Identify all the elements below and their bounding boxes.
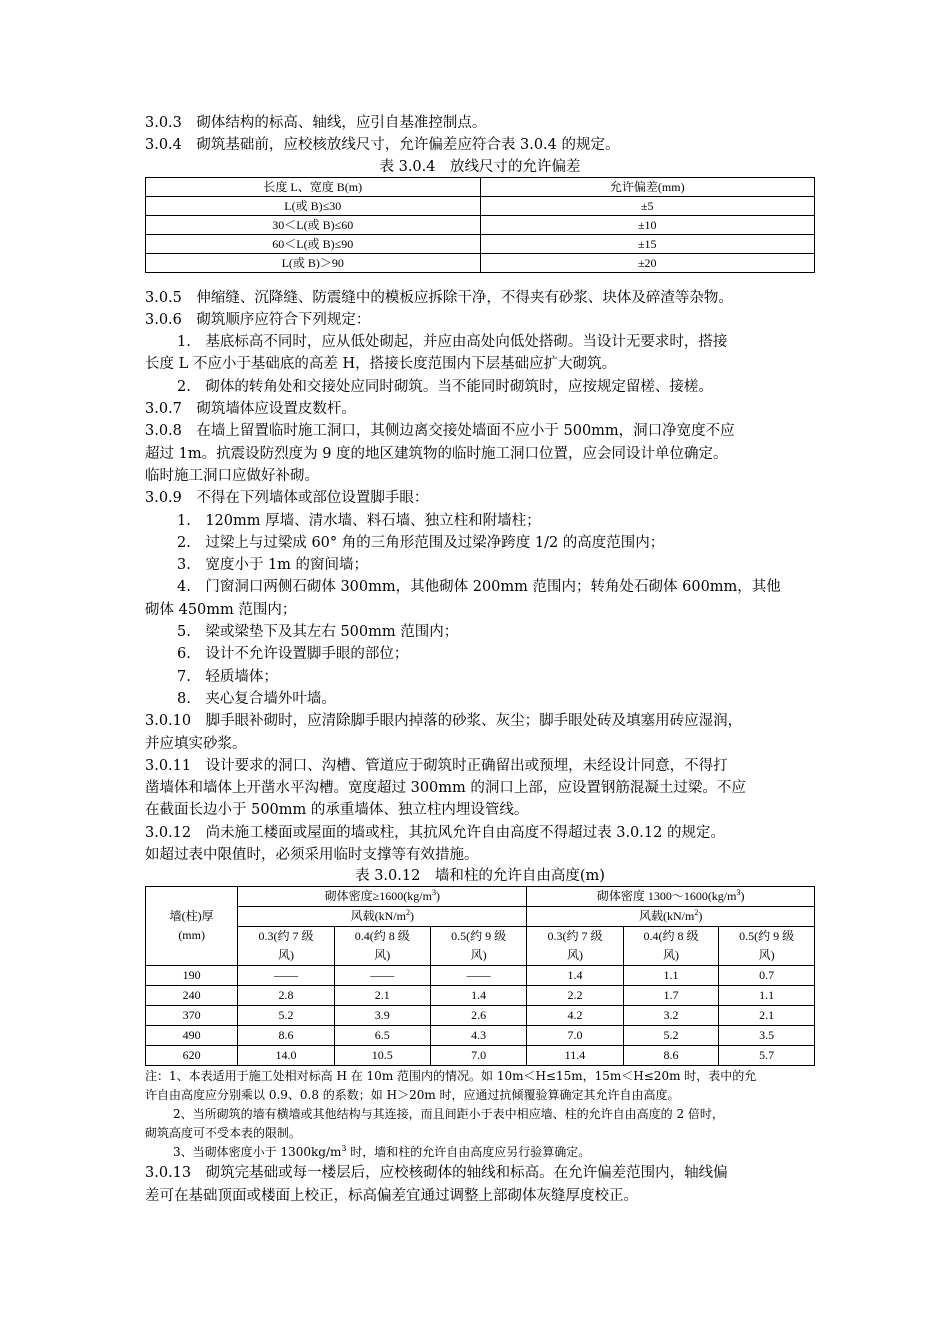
note-line: 注：1、本表适用于施工处相对标高 H 在 10m 范围内的情况。如 10m＜H≤15m，15m＜H≤20m 时，表中的允	[145, 1069, 757, 1084]
paragraph-line: 并应填实砂浆。	[145, 735, 247, 752]
thickness-cell: 190	[146, 966, 238, 986]
paragraph-line: 2. 过梁上与过梁成 60° 角的三角形范围及过梁净跨度 1/2 的高度范围内；	[177, 534, 665, 551]
paragraph-line: 临时施工洞口应做好补砌。	[145, 467, 319, 484]
height-cell: 2.6	[430, 1006, 526, 1026]
wind-level-line1: 0.3(约 7 级	[258, 929, 314, 944]
table-header-row	[146, 887, 815, 907]
wind-level-line2: 风)	[470, 948, 487, 963]
wind-load-label: 风载(kN/m	[350, 909, 406, 924]
wind-level-line2: 风)	[277, 948, 294, 963]
wind-level-line1: 0.3(约 7 级	[547, 929, 603, 944]
wind-level-line2: 风)	[566, 948, 583, 963]
height-cell: 3.2	[623, 1006, 719, 1026]
paragraph-line: 3.0.6 砌筑顺序应符合下列规定：	[145, 311, 371, 328]
wind-level-line1: 0.4(约 8 级	[354, 929, 410, 944]
paragraph-line: 6. 设计不允许设置脚手眼的部位；	[177, 646, 409, 663]
clauses-body	[145, 287, 815, 867]
height-cell: 3.9	[334, 1006, 430, 1026]
height-cell: 3.5	[719, 1026, 815, 1046]
superscript: 2	[694, 908, 699, 918]
paragraph-line: 3. 宽度小于 1m 的窗间墙；	[177, 557, 369, 574]
superscript: 3	[736, 888, 741, 898]
note-3-prefix: 3、当砌体密度小于 1300kg/m	[173, 1145, 342, 1160]
table-cell: ±10	[480, 215, 815, 234]
clause-3-0-3: 3.0.3 砌体结构的标高、轴线，应引自基准控制点。	[145, 115, 487, 131]
paragraph-line: 7. 轻质墙体；	[177, 668, 278, 685]
height-cell: 0.7	[719, 966, 815, 986]
wind-level-header	[527, 927, 623, 966]
free-height-table-body	[146, 966, 815, 1066]
note-3-suffix: 时，墙和柱的允许自由高度应另行验算确定。	[346, 1145, 591, 1160]
wind-level-header	[238, 927, 334, 966]
table-cell: ±20	[480, 253, 815, 272]
height-cell: ——	[334, 966, 430, 986]
density-group-label: 砌体密度≥1600(kg/m	[324, 889, 432, 904]
paragraph-line: 超过 1m。抗震设防烈度为 9 度的地区建筑物的临时施工洞口位置，应会同设计单位确定。	[145, 445, 728, 462]
paren: )	[698, 909, 703, 924]
paragraph-line: 3.0.9 不得在下列墙体或部位设置脚手眼：	[145, 490, 429, 507]
height-cell: 7.0	[527, 1026, 623, 1046]
note-line: 2、当所砌筑的墙有横墙或其他结构与其连接，而且间距小于表中相应墙、柱的允许自由高度的 2 倍时，	[173, 1107, 724, 1122]
height-cell: 8.6	[623, 1046, 719, 1066]
paragraph-line: 砌体 450mm 范围内；	[145, 601, 297, 618]
height-cell: 2.2	[527, 986, 623, 1006]
table-row	[146, 234, 815, 253]
table-row	[146, 253, 815, 272]
table-row	[146, 986, 815, 1006]
wind-load-label: 风载(kN/m	[638, 909, 695, 924]
table-row	[146, 1026, 815, 1046]
wind-level-header	[719, 927, 815, 966]
table-row	[146, 1046, 815, 1066]
paragraph-line: 在截面长边小于 500mm 的承重墙体、独立柱内埋设管线。	[145, 802, 529, 819]
paragraph-line: 5. 梁或梁垫下及其左右 500mm 范围内；	[177, 624, 459, 641]
clause-3-0-13-line1: 3.0.13 砌筑完基础或每一楼层后，应校核砌体的轴线和标高。在允许偏差范围内，轴线偏	[145, 1165, 728, 1182]
height-cell: 5.7	[719, 1046, 815, 1066]
paragraph-line: 如超过表中限值时，必须采用临时支撑等有效措施。	[145, 847, 479, 864]
thickness-header	[146, 887, 238, 966]
height-cell: 1.1	[719, 986, 815, 1006]
wind-level-header	[623, 927, 719, 966]
paragraph-line: 2. 砌体的转角处和交接处应同时砌筑。当不能同时砌筑时，应按规定留槎、接槎。	[177, 378, 713, 395]
paragraph-line: 8. 夹心复合墙外叶墙。	[177, 690, 336, 707]
paragraph-line: 3.0.12 尚未施工楼面或屋面的墙或柱，其抗风允许自由高度不得超过表 3.0.12 的规定。	[145, 824, 725, 841]
height-cell: 2.1	[719, 1006, 815, 1026]
column-header: 允许偏差(mm)	[480, 177, 815, 196]
wind-load-header	[527, 907, 815, 927]
height-cell: ——	[430, 966, 526, 986]
paragraph-line: 凿墙体和墙体上开凿水平沟槽。宽度超过 300mm 的洞口上部，应设置钢筋混凝土过梁。不应	[145, 780, 746, 797]
paren: )	[740, 889, 745, 904]
table-notes	[145, 1067, 815, 1162]
height-cell: 5.2	[623, 1026, 719, 1046]
height-cell: 2.1	[334, 986, 430, 1006]
table-row	[146, 966, 815, 986]
wind-level-line2: 风)	[662, 948, 679, 963]
thickness-header-line2: (mm)	[178, 928, 205, 943]
free-height-table	[145, 886, 815, 1066]
table-cell: L(或 B)＞90	[146, 253, 481, 272]
superscript: 3	[431, 888, 436, 898]
wind-level-header	[334, 927, 430, 966]
height-cell: 4.3	[430, 1026, 526, 1046]
table-row	[146, 215, 815, 234]
wind-level-line1: 0.5(约 9 级	[451, 929, 507, 944]
height-cell: 5.2	[238, 1006, 334, 1026]
table1-caption: 表 3.0.4 放线尺寸的允许偏差	[379, 158, 581, 175]
thickness-cell: 620	[146, 1046, 238, 1066]
height-cell: 8.6	[238, 1026, 334, 1046]
density-group-mid	[527, 887, 815, 907]
wind-load-header	[238, 907, 527, 927]
table-cell: L(或 B)≤30	[146, 196, 481, 215]
height-cell: 14.0	[238, 1046, 334, 1066]
paragraph-line: 4. 门窗洞口两侧石砌体 300mm，其他砌体 200mm 范围内；转角处石砌体 600mm，其他	[177, 579, 781, 596]
table-cell: ±5	[480, 196, 815, 215]
height-cell: ——	[238, 966, 334, 986]
height-cell: 1.7	[623, 986, 719, 1006]
paragraph-line: 3.0.7 砌筑墙体应设置皮数杆。	[145, 401, 356, 418]
height-cell: 2.8	[238, 986, 334, 1006]
table-header-row	[146, 177, 815, 196]
table2-caption: 表 3.0.12 墙和柱的允许自由高度(m)	[355, 868, 605, 885]
wind-level-line1: 0.5(约 9 级	[739, 929, 795, 944]
height-cell: 1.1	[623, 966, 719, 986]
note-line-3	[145, 1143, 815, 1162]
table-header-row	[146, 907, 815, 927]
wind-level-header	[430, 927, 526, 966]
paren: )	[409, 909, 414, 924]
height-cell: 6.5	[334, 1026, 430, 1046]
table-row	[146, 196, 815, 215]
paragraph-line: 3.0.10 脚手眼补砌时，应清除脚手眼内掉落的砂浆、灰尘；脚手眼处砖及填塞用砖应湿润，	[145, 713, 743, 730]
table-cell: 60＜L(或 B)≤90	[146, 234, 481, 253]
superscript: 2	[405, 908, 410, 918]
document-page	[145, 112, 815, 1207]
thickness-cell: 370	[146, 1006, 238, 1026]
wind-level-line2: 风)	[374, 948, 391, 963]
height-cell: 4.2	[527, 1006, 623, 1026]
note-line: 砌筑高度可不受本表的限制。	[145, 1126, 302, 1141]
paragraph-line: 1. 基底标高不同时，应从低处砌起，并应由高处向低处搭砌。当设计无要求时，搭接	[177, 334, 728, 351]
height-cell: 1.4	[430, 986, 526, 1006]
table-cell: 30＜L(或 B)≤60	[146, 215, 481, 234]
thickness-header-line1: 墙(柱)厚	[169, 909, 214, 924]
wind-level-line1: 0.4(约 8 级	[643, 929, 699, 944]
superscript: 3	[341, 1144, 347, 1154]
paren: )	[435, 889, 440, 904]
height-cell: 7.0	[430, 1046, 526, 1066]
paragraph-line: 长度 L 不应小于基础底的高差 H，搭接长度范围内下层基础应扩大砌筑。	[145, 356, 617, 373]
paragraph-line: 3.0.5 伸缩缝、沉降缝、防震缝中的模板应拆除干净，不得夹有砂浆、块体及碎渣等杂物。	[145, 289, 733, 306]
paragraph-line: 1. 120mm 厚墙、清水墙、料石墙、独立柱和附墙柱；	[177, 512, 541, 529]
thickness-cell: 490	[146, 1026, 238, 1046]
density-group-label: 砌体密度 1300～1600(kg/m	[596, 889, 737, 904]
height-cell: 11.4	[527, 1046, 623, 1066]
height-cell: 1.4	[527, 966, 623, 986]
paragraph-line: 3.0.11 设计要求的洞口、沟槽、管道应于砌筑时正确留出或预埋，未经设计同意，不得打	[145, 757, 728, 774]
table-row	[146, 1006, 815, 1026]
table-header-row	[146, 927, 815, 966]
density-group-high	[238, 887, 527, 907]
column-header: 长度 L、宽度 B(m)	[146, 177, 481, 196]
clause-3-0-13-line2: 差可在基础顶面或楼面上校正，标高偏差宜通过调整上部砌体灰缝厚度校正。	[145, 1187, 638, 1204]
clause-3-0-4: 3.0.4 砌筑基础前，应校核放线尺寸，允许偏差应符合表 3.0.4 的规定。	[145, 137, 620, 154]
wind-level-line2: 风)	[758, 948, 775, 963]
height-cell: 10.5	[334, 1046, 430, 1066]
paragraph-line: 3.0.8 在墙上留置临时施工洞口，其侧边离交接处墙面不应小于 500mm，洞口净宽度不应	[145, 423, 735, 440]
layout-tolerance-table	[145, 177, 815, 273]
thickness-cell: 240	[146, 986, 238, 1006]
note-line: 许自由高度应分别乘以 0.9、0.8 的系数；如 H＞20m 时，应通过抗倾覆验算确定其允许自由高度。	[145, 1088, 680, 1103]
table-cell: ±15	[480, 234, 815, 253]
